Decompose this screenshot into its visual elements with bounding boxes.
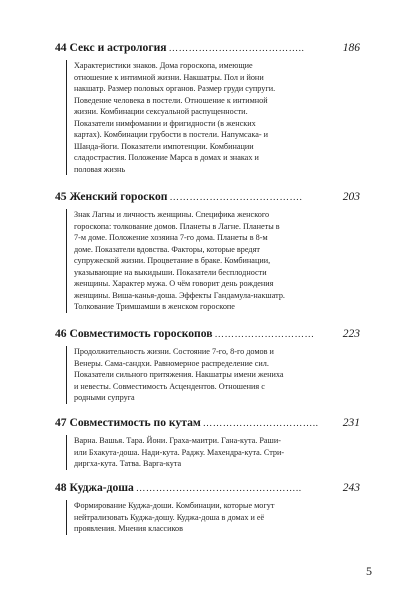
page-number: 5 (366, 564, 372, 578)
description-line: указывающие на выкидыши. Показатели бесплодности (74, 267, 267, 277)
chapter-description (66, 346, 360, 404)
description-line: женщины. Характер мужа. О чём говорит день рождения (74, 279, 274, 289)
chapter-description (66, 209, 360, 313)
chapter-page-number: 186 (342, 42, 360, 54)
description-line: родными супруга (74, 393, 135, 403)
chapter-description (66, 60, 360, 175)
description-line: Поведение человека в постели. Отношение к интимной (74, 95, 268, 105)
toc-entry-45 (55, 190, 360, 313)
description-line: Знак Лагны и личность женщины. Специфика женского (74, 210, 270, 219)
chapter-heading (55, 190, 360, 205)
description-line: диргха-кута. Татва. Варга-кута (74, 459, 182, 469)
dot-leader: ………………………………….. (168, 44, 305, 54)
toc-entry-47 (55, 416, 360, 470)
chapter-title: 46 Совместимость гороскопов (55, 327, 213, 340)
chapter-description (66, 500, 360, 535)
description-line: Толкование Тримшамши в женском гороскопе (74, 302, 235, 312)
description-line: Формирование Куджа-доши. Комбинации, которые могут (74, 501, 275, 510)
description-line: 7-м доме. Положение хозяина 7-го дома. Планеты в 8-м (74, 233, 268, 243)
toc-entry-48 (55, 481, 360, 535)
description-line: Варна. Вашья. Тара. Йони. Граха-маитри. Гана-кута. Раши- (74, 436, 281, 445)
chapter-page-number: 243 (342, 482, 360, 494)
chapter-page-number: 203 (342, 191, 360, 203)
description-line: Шанда-йоги. Показатели импотенции. Комбинации (74, 141, 254, 151)
description-line: и невесты. Совместимость Асцендентов. Отношения с (74, 381, 265, 391)
description-line: доме. Показатели вдовства. Факторы, которые вредят (74, 244, 260, 254)
toc-entry-46 (55, 327, 360, 404)
chapter-title: 48 Куджа-доша (55, 481, 134, 494)
description-line: нейтрализовать Куджа-дошу. Куджа-доша в домах и её (74, 512, 265, 522)
description-line: Продолжительность жизни. Состояние 7-го, 8-го домов и (74, 347, 274, 356)
chapter-heading (55, 327, 360, 342)
description-line: сладострастия. Положение Марса в домах и знаках и (74, 153, 259, 163)
chapter-page-number: 231 (342, 417, 360, 429)
description-line: отношение к интимной жизни. Накшатры. Пол и йони (74, 72, 264, 82)
description-line: накшатр. Размер половых органов. Размер груди супруги. (74, 84, 276, 94)
chapter-title: 45 Женский гороскоп (55, 190, 168, 203)
dot-leader: ………………………… (214, 330, 315, 340)
chapter-title: 44 Секс и астрология (55, 41, 167, 54)
chapter-title: 47 Совместимость по кутам (55, 416, 201, 429)
description-line: или Бхакута-доша. Нади-кута. Раджу. Махендра-кута. Стри- (74, 447, 285, 457)
description-line: половая жизнь (74, 164, 126, 174)
description-line: Характеристики знаков. Дома гороскопа, имеющие (74, 61, 253, 70)
chapter-heading (55, 416, 360, 431)
dot-leader: ………………………………………….. (135, 484, 302, 494)
description-line: супружеской жизни. Процветание в браке. Комбинации, (74, 256, 271, 266)
description-line: гороскопа: толкование домов. Планеты в Лагне. Планеты в (74, 221, 280, 231)
description-line: Показатели сильного притяжения. Накшатры имени жениха (74, 370, 284, 380)
description-line: Показатели нимфомании и фригидности (в женских (74, 118, 256, 128)
chapter-description (66, 435, 360, 470)
description-line: Венеры. Сама-сандхи. Равномерное распределение сил. (74, 358, 269, 368)
description-line: женщины. Виша-канья-доша. Эффекты Гандамула-накшатр. (74, 290, 285, 300)
description-line: проявления. Мнения классиков (74, 524, 184, 534)
dot-leader: …………………………………. (169, 193, 303, 203)
chapter-heading (55, 41, 360, 56)
dot-leader: …………………………….. (202, 419, 319, 429)
description-line: жизни. Комбинации сексуальной распущенности. (74, 107, 248, 117)
description-line: картах). Комбинации грубости в постели. Напумсака- и (74, 130, 269, 140)
toc-entry-44 (55, 41, 360, 175)
chapter-heading (55, 481, 360, 496)
chapter-page-number: 223 (342, 328, 360, 340)
